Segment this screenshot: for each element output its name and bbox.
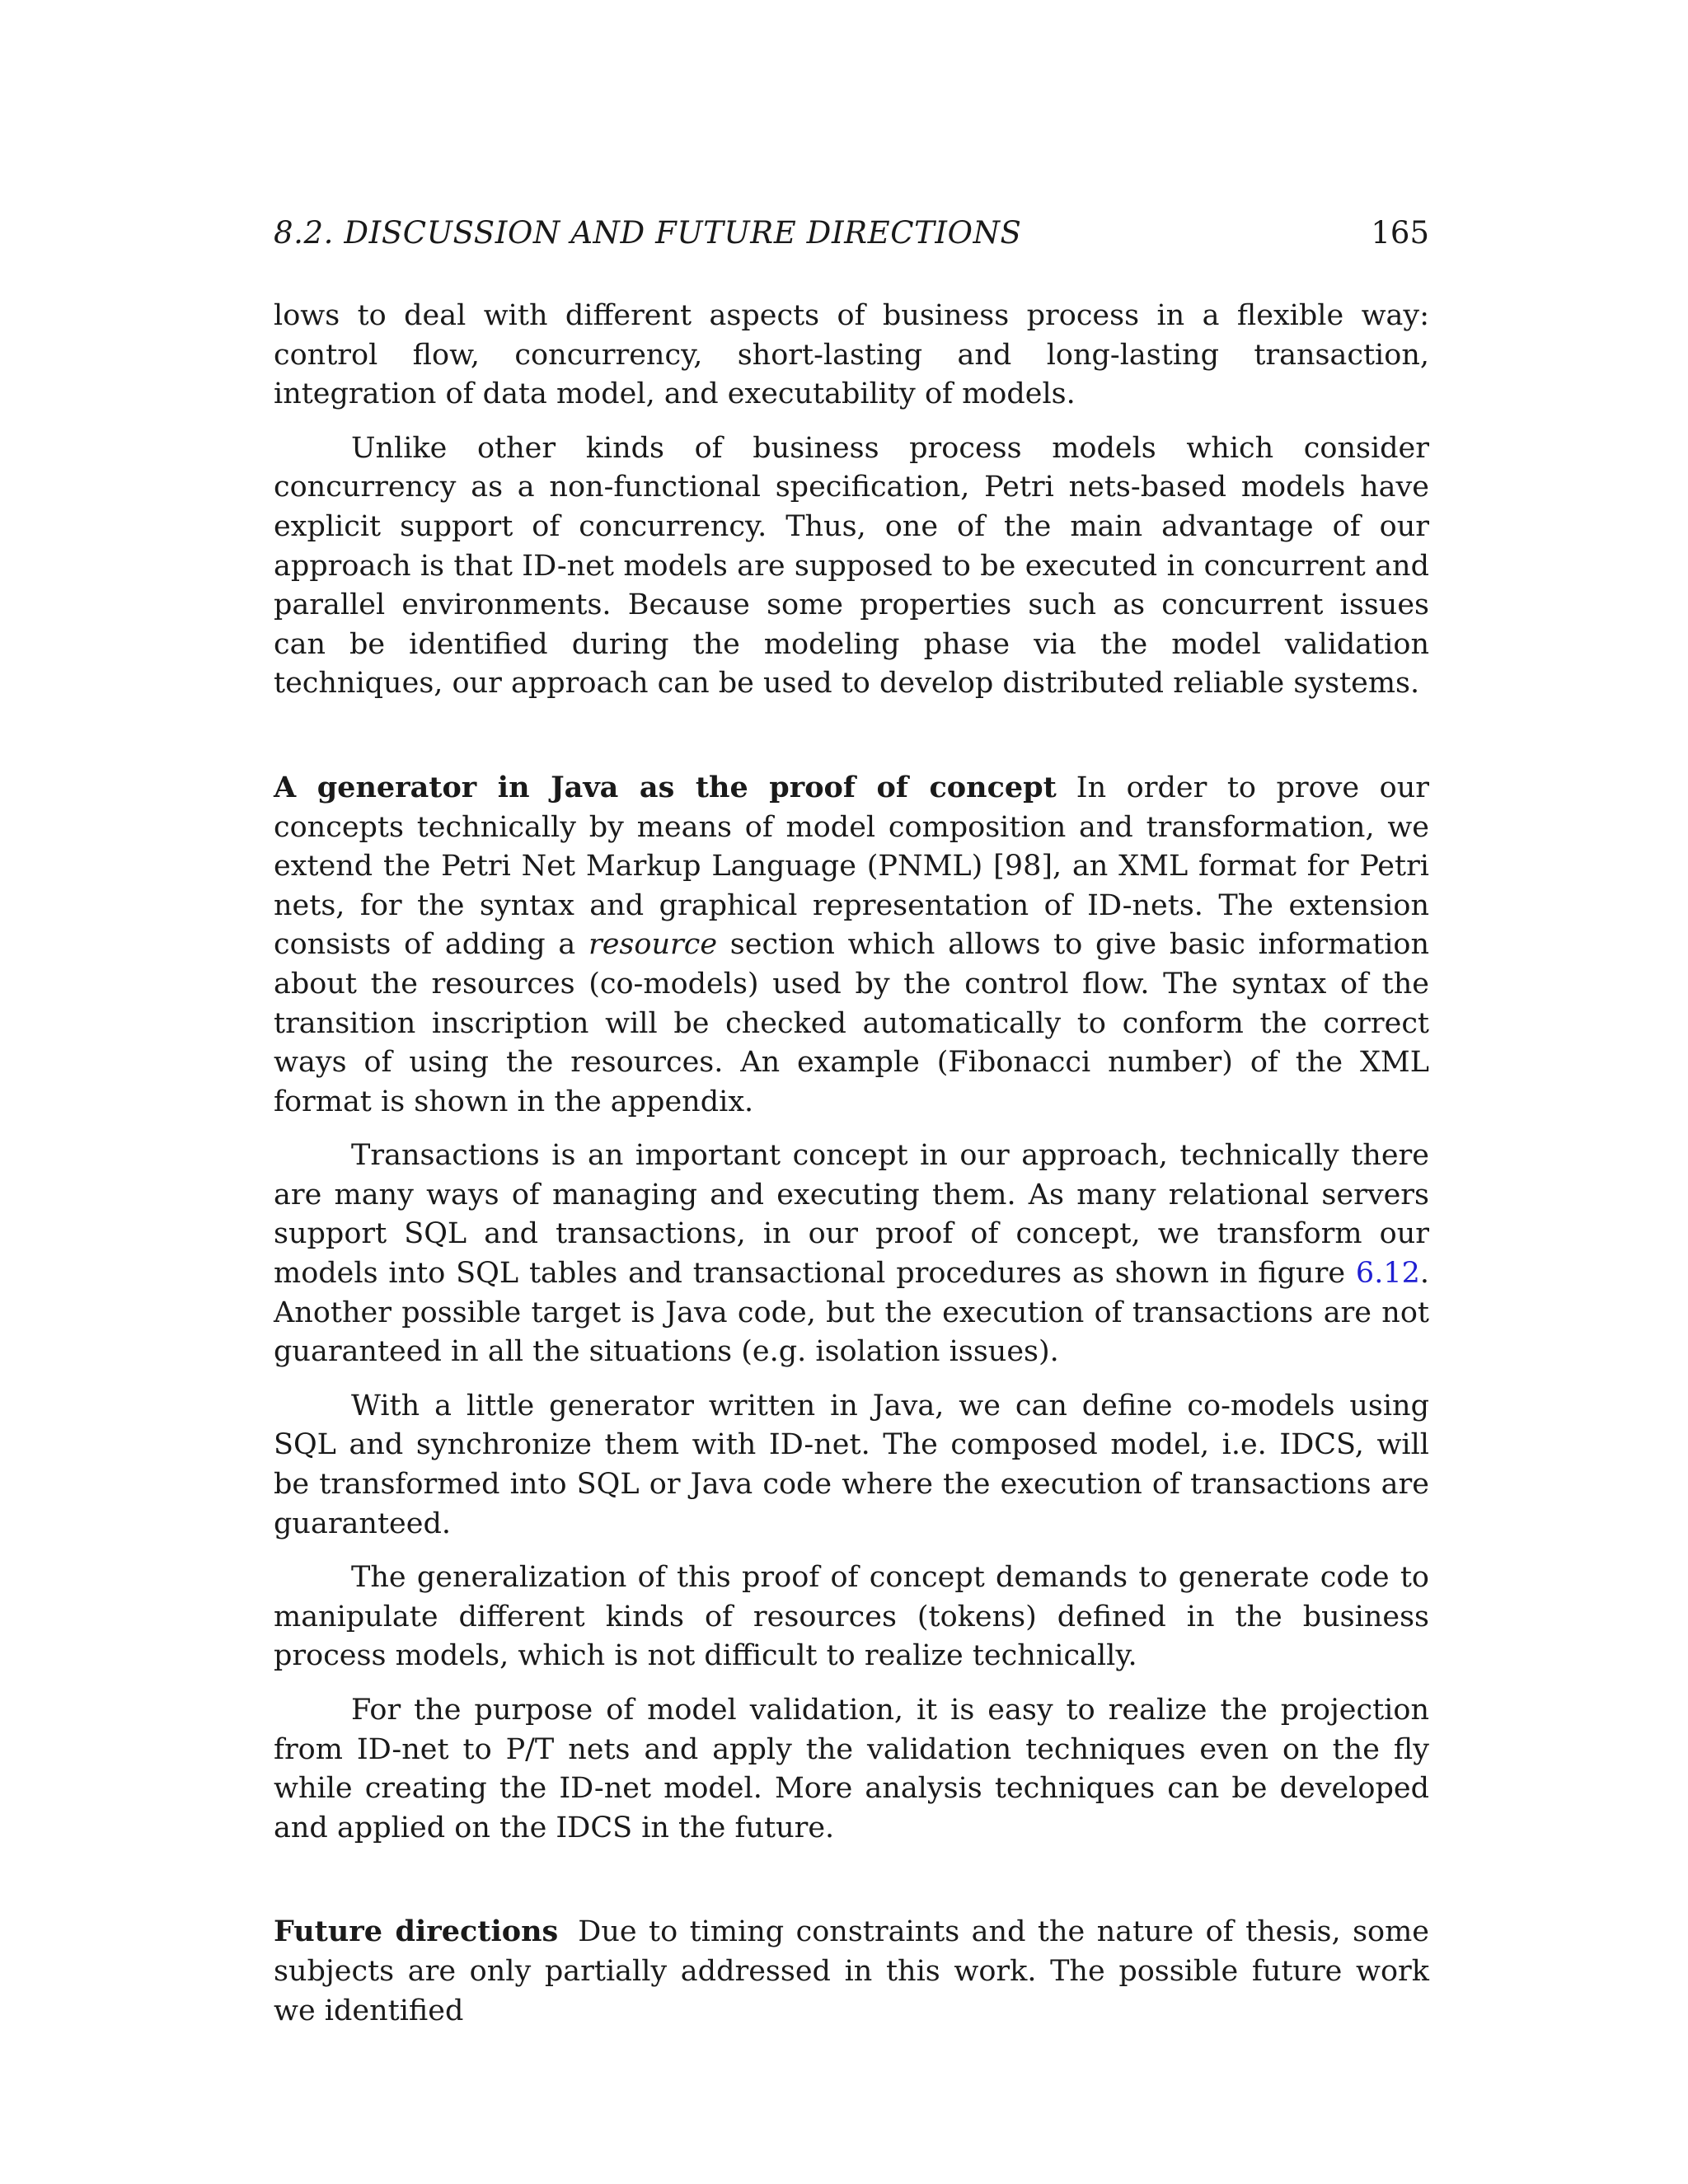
paragraph: For the purpose of model validation, it is easy to realize the projection from ID-net to P/T nets and apply the validation techniques even on the fly while creating the ID-net model. More analysis techniques can be developed and applied on the IDCS in the future. — [274, 1694, 1429, 1844]
paragraph-generator-intro — [274, 768, 1429, 1122]
page-number: 165 — [1371, 215, 1429, 251]
paragraph-text: In order to prove our concepts technically by means of model composition and transformation, we extend the Petri Net Markup Language (PNML) [98], an XML format for Petri nets, for the syntax and graphical representation of ID-nets. The extension consists of adding a — [274, 771, 1429, 962]
paragraph-text: Due to timing constraints and the nature of thesis, some subjects are only partially addressed in this work. The possible future work we identified — [274, 1915, 1430, 2027]
emphasis-resource: resource — [588, 928, 718, 962]
paragraph-future-directions — [274, 1912, 1429, 2031]
section-heading-future-directions: Future directions — [274, 1915, 559, 1949]
page-body — [274, 297, 1429, 2046]
paragraph-text: . Another possible target is Java code, but the execution of transactions are not guaranteed in all the situations (e.g. isolation issues). — [274, 1257, 1429, 1369]
section-heading-generator: A generator in Java as the proof of concept — [274, 770, 1057, 804]
paragraph-text: section which allows to give basic information about the resources (co-models) used by the control flow. The syntax of the transition inscription will be checked automatically to conform the correct ways of using the resources. An example (Fibonacci number) of the XML format is shown in the appendix. — [274, 928, 1430, 1118]
figure-reference-link[interactable]: 6.12 — [1355, 1257, 1420, 1291]
running-header — [274, 210, 1429, 256]
section-title: 8.2. DISCUSSION AND FUTURE DIRECTIONS — [274, 215, 1022, 251]
paragraph-text: Transactions is an important concept in our approach, technically there are many ways of managing and executing them. As many relational servers support SQL and transactions, in our proof of concept, we transform our models into SQL tables and transactional procedures as shown in figure — [274, 1139, 1429, 1291]
paragraph: Unlike other kinds of business process models which consider concurrency as a non-functional specification, Petri nets-based models have explicit support of concurrency. Thus, one of the main advantage of our approach is that ID-net models are supposed to be executed in concurrent and parallel environments. Because some properties such as concurrent issues can be identified during the modeling phase via the model validation techniques, our approach can be used to develop distributed reliable systems. — [274, 431, 1429, 701]
paragraph-transactions — [274, 1137, 1429, 1372]
paragraph: lows to deal with different aspects of business process in a flexible way: control flow, concurrency, short-lasting and long-lasting transaction, integration of data model, and executability of models. — [274, 299, 1429, 411]
paragraph: With a little generator written in Java, we can define co-models using SQL and synchronize them with ID-net. The composed model, i.e. IDCS, will be transformed into SQL or Java code where the execution of transactions are guaranteed. — [274, 1389, 1429, 1540]
paragraph: The generalization of this proof of concept demands to generate code to manipulate different kinds of resources (tokens) defined in the business process models, which is not difficult to realize technically. — [274, 1561, 1429, 1673]
